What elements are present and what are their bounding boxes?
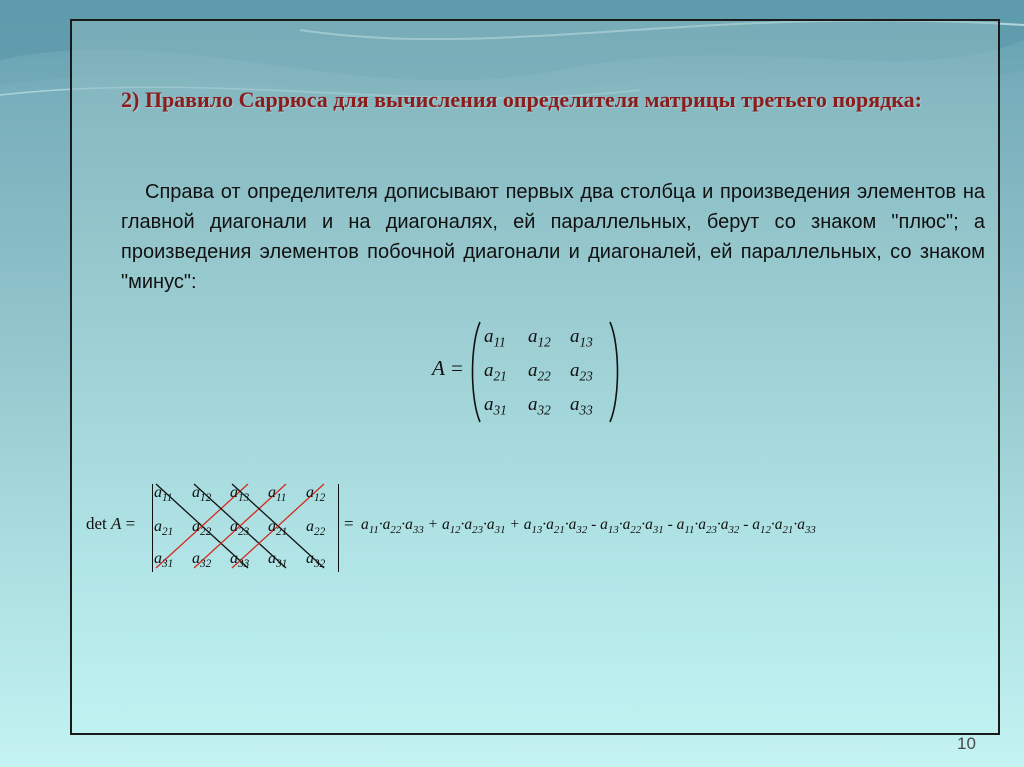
aug-cell-r3c4: $a_{31}$ xyxy=(268,550,288,570)
factor: $a_{21}$ xyxy=(546,516,565,536)
aug-cell-r3c2: $a_{32}$ xyxy=(192,550,212,570)
matrix-cell-a12: $a_{12}$ xyxy=(528,326,551,350)
factor: $a_{12}$ xyxy=(441,516,461,536)
page-number: 10 xyxy=(957,734,976,753)
det-expansion xyxy=(361,516,816,534)
factor: $a_{21}$ xyxy=(774,516,794,536)
factor: $a_{23}$ xyxy=(698,516,717,536)
aug-cell-r1c2: $a_{12}$ xyxy=(192,484,212,504)
factor: $a_{33}$ xyxy=(405,516,424,536)
factor: $a_{13}$ xyxy=(600,516,619,536)
factor: $a_{31}$ xyxy=(645,516,664,536)
matrix-cell-a11: $a_{11}$ xyxy=(484,326,506,350)
factor: $a_{31}$ xyxy=(486,516,506,536)
factor: $a_{33}$ xyxy=(797,516,816,536)
matrix-a xyxy=(432,318,632,428)
factor: $a_{12}$ xyxy=(752,516,771,536)
matrix-cell-a22: $a_{22}$ xyxy=(528,360,551,384)
matrix-cell-a31: $a_{31}$ xyxy=(484,394,507,418)
equals-sign: = xyxy=(344,514,354,533)
expansion-term: - $a_{11}\cdot a_{23}\cdot a_{32}$ xyxy=(663,516,740,536)
aug-cell-r2c1: $a_{21}$ xyxy=(154,518,174,538)
slide-heading: 2) Правило Саррюса для вычисления определителя матрицы третьего порядка: xyxy=(121,87,922,112)
matrix-a-label: A = xyxy=(432,356,464,380)
rule-description: Справа от определителя дописывают первых два столбца и произведения элементов на главной диагонали и на диагоналях, ей параллельных, берут со знаком "плюс"; а произведения элементов побочной диагонали и диагоналей, ей параллельных, со знаком "минус": xyxy=(121,181,985,293)
aug-cell-r2c5: $a_{22}$ xyxy=(306,518,326,538)
matrix-cell-a13: $a_{13}$ xyxy=(570,326,593,350)
factor: $a_{13}$ xyxy=(523,516,543,536)
matrix-cell-a33: $a_{33}$ xyxy=(570,394,593,418)
sarrus-determinant xyxy=(86,478,996,578)
factor: $a_{32}$ xyxy=(568,516,588,536)
aug-cell-r2c4: $a_{21}$ xyxy=(268,518,288,538)
matrix-cell-a32: $a_{32}$ xyxy=(528,394,551,418)
aug-cell-r1c5: $a_{12}$ xyxy=(306,484,326,504)
factor: $a_{22}$ xyxy=(622,516,642,536)
expansion-term: - $a_{12}\cdot a_{21}\cdot a_{33}$ xyxy=(739,516,816,536)
factor: $a_{22}$ xyxy=(382,516,402,536)
aug-cell-r2c3: $a_{23}$ xyxy=(230,518,250,538)
det-label: det A = xyxy=(86,514,136,533)
det-right-bar xyxy=(338,484,339,572)
expansion-term: + $a_{13}\cdot a_{21}\cdot a_{32}$ xyxy=(505,516,588,536)
expansion-term: $a_{11}\cdot a_{22}\cdot a_{33}$ xyxy=(361,516,424,536)
aug-cell-r1c1: $a_{11}$ xyxy=(154,484,173,504)
factor: $a_{32}$ xyxy=(720,516,740,536)
aug-cell-r1c4: $a_{11}$ xyxy=(268,484,287,504)
left-parenthesis xyxy=(468,320,482,424)
factor: $a_{11}$ xyxy=(676,516,695,536)
aug-cell-r2c2: $a_{22}$ xyxy=(192,518,212,538)
factor: $a_{11}$ xyxy=(361,516,379,536)
aug-cell-r1c3: $a_{13}$ xyxy=(230,484,250,504)
matrix-cell-a23: $a_{23}$ xyxy=(570,360,593,384)
aug-cell-r3c3: $a_{33}$ xyxy=(230,550,250,570)
aug-cell-r3c1: $a_{31}$ xyxy=(154,550,174,570)
right-parenthesis xyxy=(608,320,622,424)
matrix-cell-a21: $a_{21}$ xyxy=(484,360,507,384)
factor: $a_{23}$ xyxy=(464,516,484,536)
expansion-term: + $a_{12}\cdot a_{23}\cdot a_{31}$ xyxy=(423,516,506,536)
expansion-term: - $a_{13}\cdot a_{22}\cdot a_{31}$ xyxy=(587,516,664,536)
aug-cell-r3c5: $a_{32}$ xyxy=(306,550,326,570)
